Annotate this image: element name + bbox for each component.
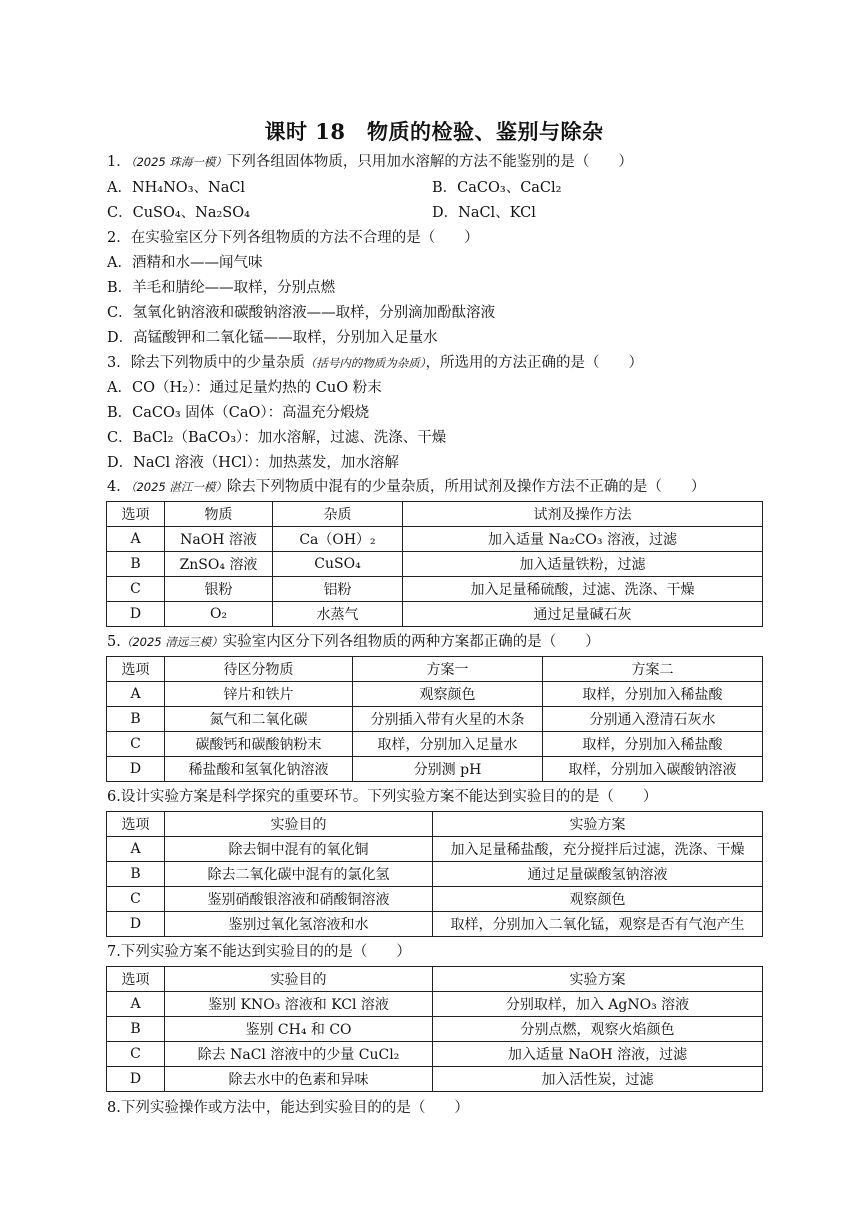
table-cell: 鉴别硝酸银溶液和硝酸铜溶液 [165, 887, 433, 912]
question-5-number: 5. [107, 634, 121, 650]
question-2-stem: 2．在实验室区分下列各组物质的方法不合理的是（ ） [107, 230, 479, 246]
table-cell: D [107, 1067, 165, 1092]
table-header-cell: 方案二 [543, 657, 763, 682]
table-cell: 观察颜色 [353, 682, 543, 707]
table-cell: 分别插入带有火星的木条 [353, 707, 543, 732]
table-cell: 通过足量碳酸氢钠溶液 [433, 862, 763, 887]
question-4-number: 4． [107, 479, 131, 495]
table-header-cell: 实验目的 [165, 812, 433, 837]
table-header-row [107, 657, 763, 682]
table-cell: 取样，分别加入稀盐酸 [543, 732, 763, 757]
question-5-table [106, 656, 763, 782]
table-cell: 取样，分别加入足量水 [353, 732, 543, 757]
table-header-cell: 选项 [107, 657, 165, 682]
table-row [107, 577, 763, 602]
table-cell: D [107, 912, 165, 937]
table-cell: 鉴别过氧化氢溶液和水 [165, 912, 433, 937]
table-row [107, 757, 763, 782]
table-cell: 稀盐酸和氢氧化钠溶液 [165, 757, 353, 782]
question-3-option-c: C．BaCl₂（BaCO₃）：加水溶解，过滤、洗涤、干燥 [107, 430, 447, 446]
table-cell: 银粉 [165, 577, 273, 602]
table-cell: 分别点燃，观察火焰颜色 [433, 1017, 763, 1042]
table-cell: D [107, 602, 165, 627]
question-2-option-a: A．酒精和水——闻气味 [107, 255, 263, 271]
question-4-text: 除去下列物质中混有的少量杂质，所用试剂及操作方法不正确的是（ ） [226, 479, 706, 495]
table-header-cell: 实验方案 [433, 812, 763, 837]
table-cell: C [107, 1042, 165, 1067]
table-row [107, 602, 763, 627]
table-cell: 除去水中的色素和异味 [165, 1067, 433, 1092]
table-header-cell: 杂质 [273, 502, 403, 527]
table-cell: 锌片和铁片 [165, 682, 353, 707]
question-1-option-c: C．CuSO₄、Na₂SO₄ [107, 205, 250, 221]
page-title: 课时 18 物质的检验、鉴别与除杂 [264, 119, 604, 144]
question-1-option-d: D．NaCl、KCl [432, 205, 536, 221]
table-cell: Ca（OH）₂ [273, 527, 403, 552]
table-cell: A [107, 992, 165, 1017]
question-6-stem: 6.设计实验方案是科学探究的重要环节。下列实验方案不能达到实验目的的是（ ） [107, 789, 658, 805]
table-row [107, 732, 763, 757]
table-cell: 分别取样，加入 AgNO₃ 溶液 [433, 992, 763, 1017]
table-cell: 分别测 pH [353, 757, 543, 782]
table-row [107, 992, 763, 1017]
question-3-note: （括号内的物质为杂质） [304, 356, 426, 370]
table-cell: 加入活性炭，过滤 [433, 1067, 763, 1092]
question-1-option-b: B．CaCO₃、CaCl₂ [432, 180, 562, 196]
table-header-row [107, 967, 763, 992]
table-cell: 鉴别 KNO₃ 溶液和 KCl 溶液 [165, 992, 433, 1017]
table-row [107, 682, 763, 707]
table-cell: 取样，分别加入碳酸钠溶液 [543, 757, 763, 782]
question-4-table [106, 501, 763, 627]
table-cell: 铝粉 [273, 577, 403, 602]
table-cell: 取样，分别加入二氧化锰，观察是否有气泡产生 [433, 912, 763, 937]
table-cell: NaOH 溶液 [165, 527, 273, 552]
table-header-cell: 选项 [107, 967, 165, 992]
table-cell: 除去 NaCl 溶液中的少量 CuCl₂ [165, 1042, 433, 1067]
question-1-stem [107, 152, 633, 172]
table-cell: C [107, 577, 165, 602]
table-cell: 氮气和二氧化碳 [165, 707, 353, 732]
table-row [107, 552, 763, 577]
table-row [107, 887, 763, 912]
table-header-cell: 试剂及操作方法 [403, 502, 763, 527]
table-cell: C [107, 887, 165, 912]
table-header-cell: 物质 [165, 502, 273, 527]
question-3-option-b: B．CaCO₃ 固体（CaO）：高温充分煅烧 [107, 405, 370, 421]
table-cell: A [107, 837, 165, 862]
table-header-row [107, 812, 763, 837]
question-3-text-pre: 3．除去下列物质中的少量杂质 [107, 355, 305, 371]
question-4-source: （2025 湛江一模） [130, 480, 227, 494]
question-2-option-b: B．羊毛和腈纶——取样，分别点燃 [107, 280, 336, 296]
table-header-cell: 待区分物质 [165, 657, 353, 682]
table-cell: A [107, 527, 165, 552]
table-cell: CuSO₄ [273, 552, 403, 577]
question-5-text: 实验室内区分下列各组物质的两种方案都正确的是（ ） [222, 634, 600, 650]
table-cell: ZnSO₄ 溶液 [165, 552, 273, 577]
table-row [107, 862, 763, 887]
table-cell: 分别通入澄清石灰水 [543, 707, 763, 732]
table-row [107, 707, 763, 732]
table-cell: B [107, 707, 165, 732]
question-5-source: （2025 清远三模） [120, 635, 223, 649]
question-1-text: 下列各组固体物质，只用加水溶解的方法不能鉴别的是（ ） [226, 154, 633, 170]
table-header-cell: 方案一 [353, 657, 543, 682]
question-7-table [106, 966, 763, 1092]
question-3-text-post: ，所选用的方法正确的是（ ） [425, 355, 643, 371]
table-cell: D [107, 757, 165, 782]
table-cell: B [107, 552, 165, 577]
question-6-table [106, 811, 763, 937]
table-header-cell: 选项 [107, 812, 165, 837]
table-header-cell: 实验目的 [165, 967, 433, 992]
table-cell: A [107, 682, 165, 707]
table-cell: 加入适量 NaOH 溶液，过滤 [433, 1042, 763, 1067]
table-header-cell: 实验方案 [433, 967, 763, 992]
table-cell: 碳酸钙和碳酸钠粉末 [165, 732, 353, 757]
question-3-option-d: D．NaCl 溶液（HCl）：加热蒸发，加水溶解 [107, 455, 399, 471]
question-2-option-c: C．氢氧化钠溶液和碳酸钠溶液——取样，分别滴加酚酞溶液 [107, 305, 496, 321]
table-header-cell: 选项 [107, 502, 165, 527]
table-cell: 观察颜色 [433, 887, 763, 912]
table-cell: O₂ [165, 602, 273, 627]
table-header-row [107, 502, 763, 527]
table-cell: 除去二氧化碳中混有的氯化氢 [165, 862, 433, 887]
table-cell: B [107, 862, 165, 887]
table-cell: 加入适量 Na₂CO₃ 溶液，过滤 [403, 527, 763, 552]
question-4-stem [107, 477, 705, 497]
question-1-source: （2025 珠海一模） [130, 155, 227, 169]
table-cell: C [107, 732, 165, 757]
question-7-stem: 7.下列实验方案不能达到实验目的的是（ ） [107, 944, 411, 960]
table-cell: 加入适量铁粉，过滤 [403, 552, 763, 577]
question-2-option-d: D．高锰酸钾和二氧化锰——取样，分别加入足量水 [107, 330, 438, 346]
table-row [107, 1042, 763, 1067]
table-cell: 鉴别 CH₄ 和 CO [165, 1017, 433, 1042]
question-1-option-a: A．NH₄NO₃、NaCl [107, 180, 246, 196]
table-cell: 通过足量碱石灰 [403, 602, 763, 627]
table-row [107, 527, 763, 552]
table-cell: 水蒸气 [273, 602, 403, 627]
table-row [107, 912, 763, 937]
table-cell: 加入足量稀硫酸，过滤、洗涤、干燥 [403, 577, 763, 602]
question-3-option-a: A．CO（H₂）：通过足量灼热的 CuO 粉末 [107, 380, 382, 396]
table-row [107, 1067, 763, 1092]
question-5-stem [107, 632, 600, 652]
table-cell: B [107, 1017, 165, 1042]
question-8-stem: 8.下列实验操作或方法中，能达到实验目的的是（ ） [107, 1100, 469, 1116]
question-3-stem [107, 353, 643, 373]
question-1-number: 1． [107, 154, 131, 170]
table-row [107, 837, 763, 862]
table-cell: 除去铜中混有的氧化铜 [165, 837, 433, 862]
table-row [107, 1017, 763, 1042]
table-cell: 取样，分别加入稀盐酸 [543, 682, 763, 707]
table-cell: 加入足量稀盐酸，充分搅拌后过滤，洗涤、干燥 [433, 837, 763, 862]
